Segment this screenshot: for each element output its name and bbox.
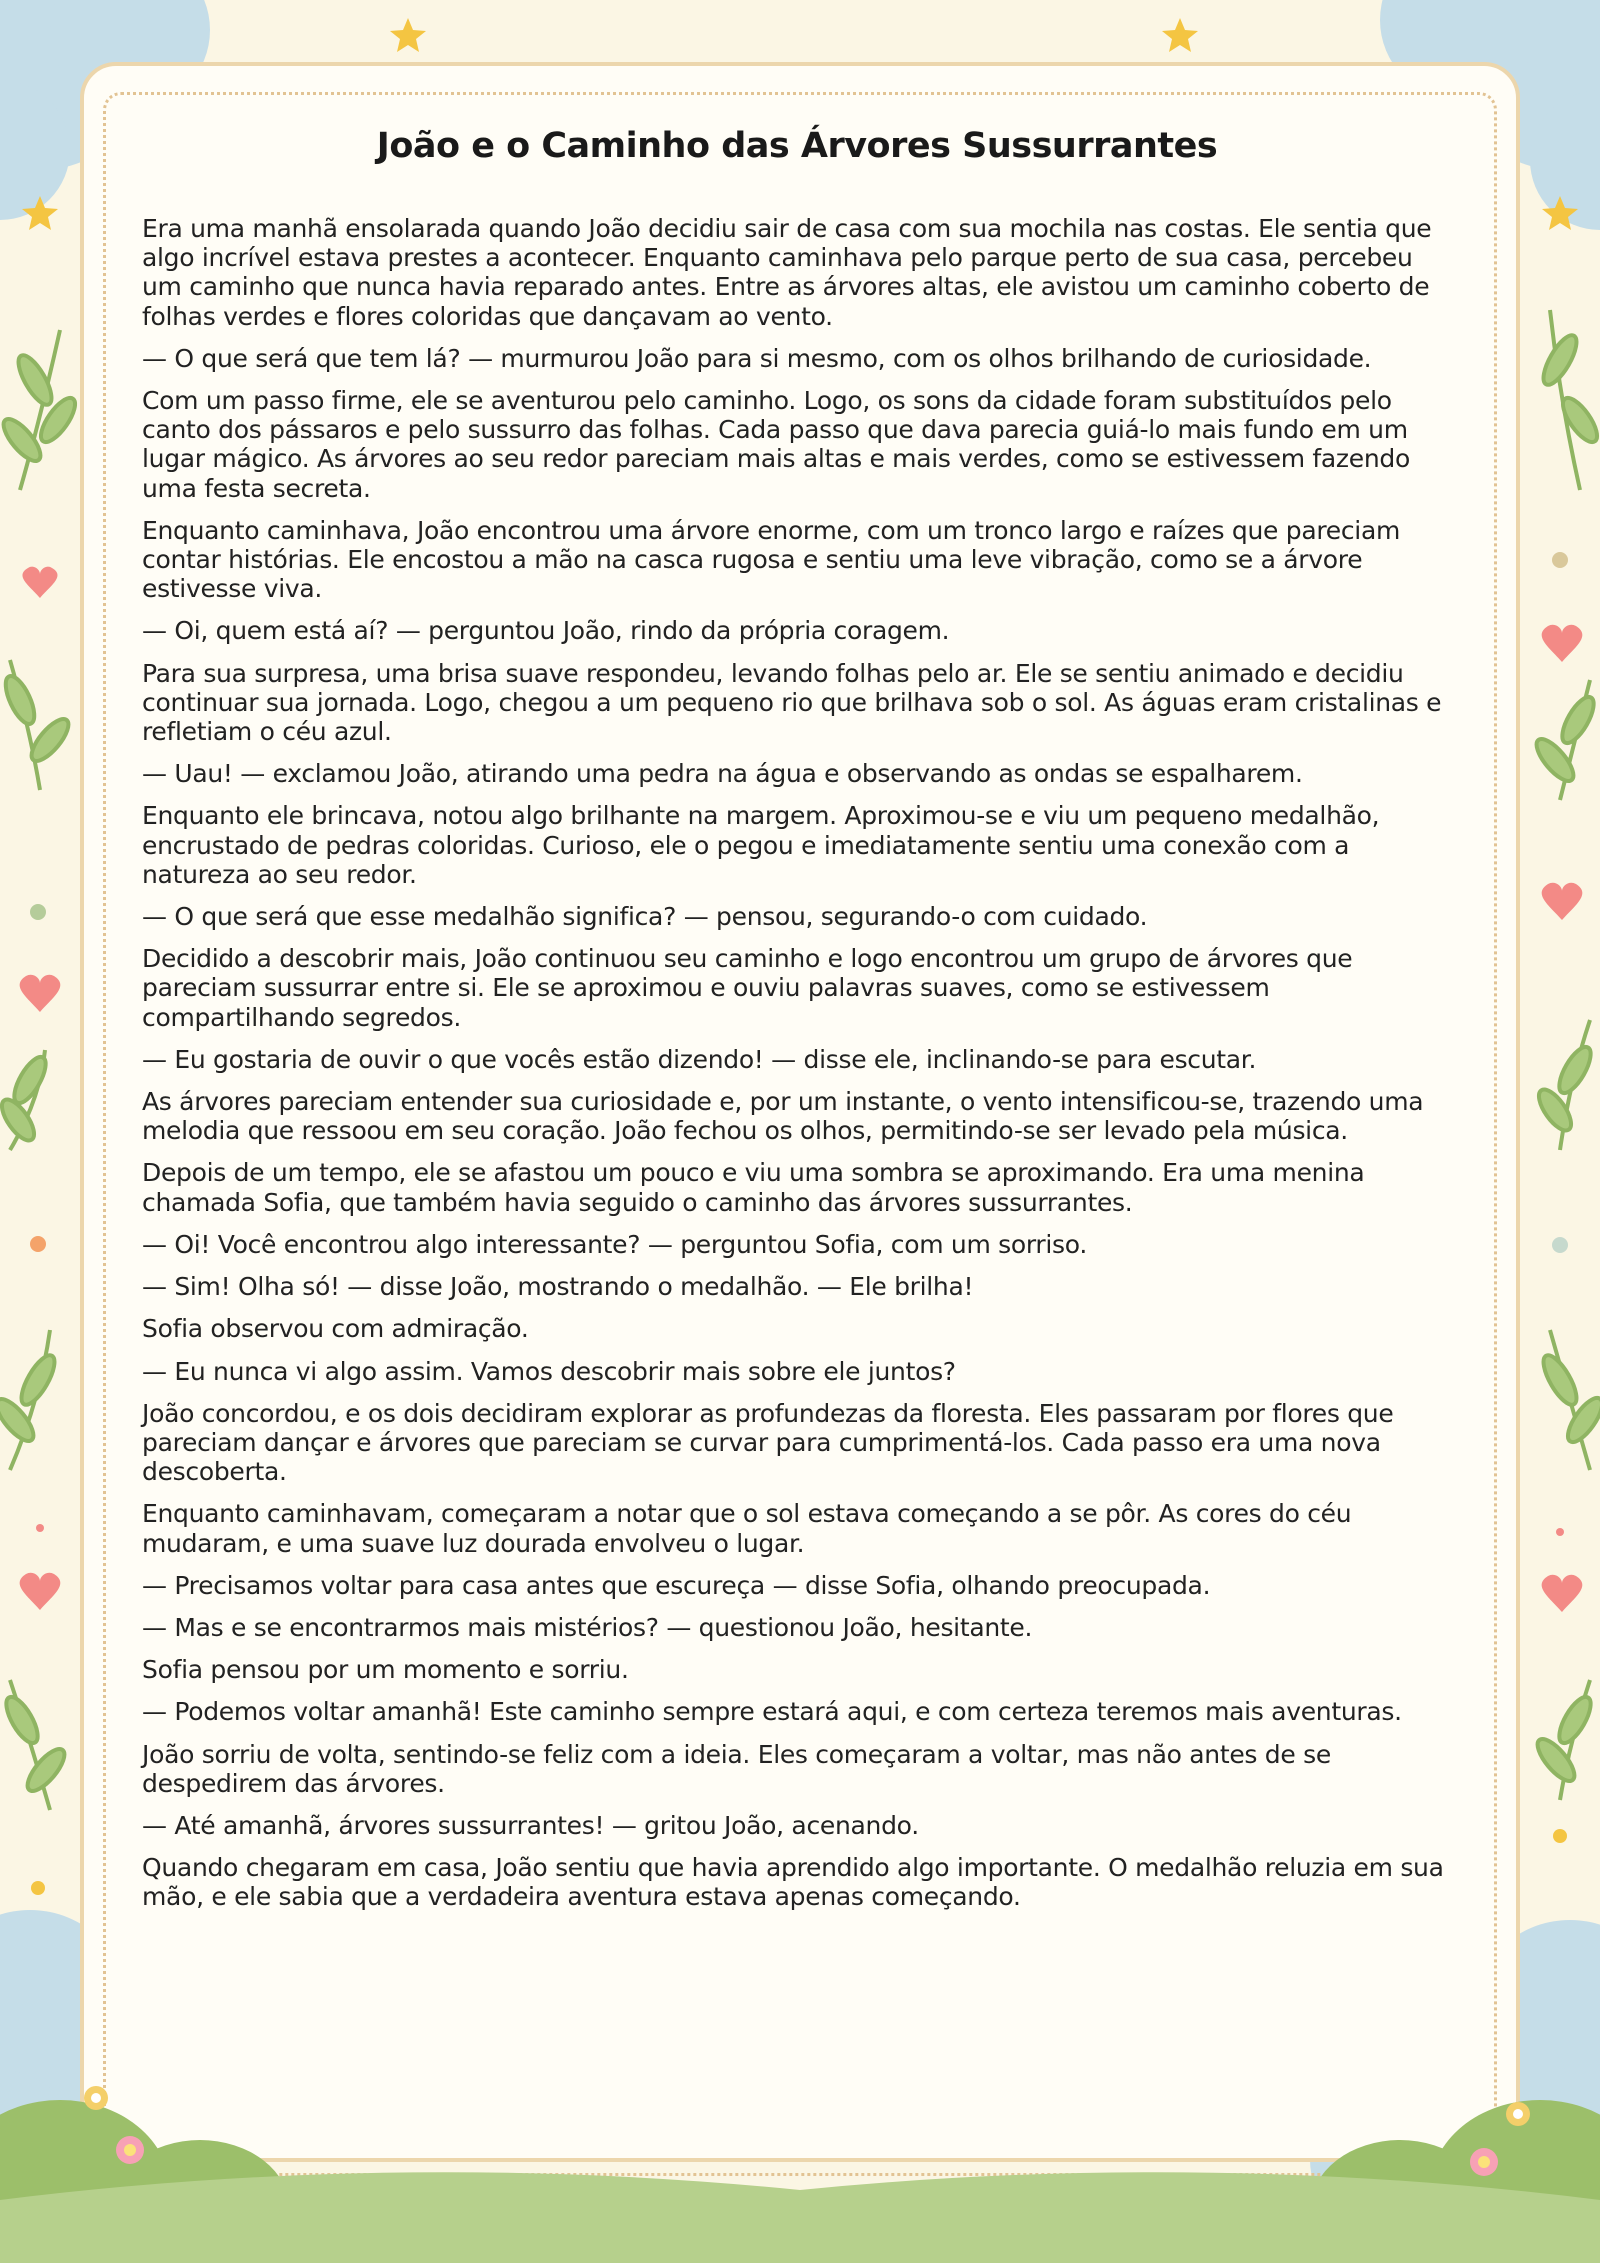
story-paragraph: Enquanto ele brincava, notou algo brilhante na margem. Aproximou-se e viu um pequeno medalhão, encrustado de pedras coloridas. Curioso, ele o pegou e imediatamente sentiu uma conexão com a natureza ao seu redor. <box>142 801 1380 889</box>
story-paragraph: — Até amanhã, árvores sussurrantes! — gritou João, acenando. <box>142 1810 919 1840</box>
flower-icon <box>1470 2148 1498 2176</box>
flower-icon <box>1506 2102 1530 2126</box>
story-paragraph: — Sim! Olha só! — disse João, mostrando o medalhão. — Ele brilha! <box>142 1272 974 1302</box>
flower-icon <box>84 2086 108 2110</box>
story-paragraph: — Oi! Você encontrou algo interessante? — perguntou Sofia, com um sorriso. <box>142 1229 1087 1259</box>
story-paragraph: Sofia observou com admiração. <box>142 1314 529 1344</box>
story-paragraph: — Mas e se encontrarmos mais mistérios? — questionou João, hesitante. <box>142 1612 1033 1642</box>
story-paragraph: Com um passo firme, ele se aventurou pelo caminho. Logo, os sons da cidade foram substituídos pelo canto dos pássaros e pelo sussurro das folhas. Cada passo que dava parecia guiá-lo mais fundo em um lugar mágico. As árvores ao seu redor pareciam mais altas e mais verdes, como se estivessem fazendo uma festa secreta. <box>142 386 1410 503</box>
story-paragraph: — Podemos voltar amanhã! Este caminho sempre estará aqui, e com certeza teremos mais aventuras. <box>142 1697 1402 1727</box>
story-paragraph: — O que será que esse medalhão significa? — pensou, segurando-o com cuidado. <box>142 902 1148 932</box>
story-content <box>142 126 1452 1925</box>
story-title: João e o Caminho das Árvores Sussurrantes <box>376 126 1218 166</box>
story-paragraph: João sorriu de volta, sentindo-se feliz com a ideia. Eles começaram a voltar, mas não antes de se despedirem das árvores. <box>142 1739 1331 1798</box>
story-paragraph: — Oi, quem está aí? — perguntou João, rindo da própria coragem. <box>142 616 950 646</box>
story-paragraph: — Uau! — exclamou João, atirando uma pedra na água e observando as ondas se espalharem. <box>142 759 1303 789</box>
story-paragraph: — Eu nunca vi algo assim. Vamos descobrir mais sobre ele juntos? <box>142 1356 956 1386</box>
story-body <box>142 214 1452 1912</box>
story-paragraph: Enquanto caminhavam, começaram a notar que o sol estava começando a se pôr. As cores do céu mudaram, e uma suave luz dourada envolveu o lugar. <box>142 1499 1352 1558</box>
story-paragraph: As árvores pareciam entender sua curiosidade e, por um instante, o vento intensificou-se, trazendo uma melodia que ressoou em seu coração. João fechou os olhos, permitindo-se ser levado pela música. <box>142 1087 1424 1146</box>
story-paragraph: Sofia pensou por um momento e sorriu. <box>142 1655 629 1685</box>
grass-ground <box>0 2172 1600 2263</box>
story-paragraph: Era uma manhã ensolarada quando João decidiu sair de casa com sua mochila nas costas. Ele sentia que algo incrível estava prestes a acontecer. Enquanto caminhava pelo parque perto de sua casa, percebeu um caminho que nunca havia reparado antes. Entre as árvores altas, ele avistou um caminho coberto de folhas verdes e flores coloridas que dançavam ao vento. <box>142 214 1432 331</box>
story-paragraph: João concordou, e os dois decidiram explorar as profundezas da floresta. Eles passaram por flores que pareciam dançar e árvores que pareciam se curvar para cumprimentá-los. Cada passo era uma nova descoberta. <box>142 1398 1394 1487</box>
story-paragraph: — O que será que tem lá? — murmurou João para si mesmo, com os olhos brilhando de curiosidade. <box>142 343 1372 373</box>
story-paragraph: Enquanto caminhava, João encontrou uma árvore enorme, com um tronco largo e raízes que pareciam contar histórias. Ele encostou a mão na casca rugosa e sentiu uma leve vibração, como se a árvore estivesse viva. <box>142 515 1401 604</box>
flower-icon <box>116 2136 144 2164</box>
story-paragraph: — Eu gostaria de ouvir o que vocês estão dizendo! — disse ele, inclinando-se para escutar. <box>142 1044 1257 1074</box>
story-paragraph: Decidido a descobrir mais, João continuou seu caminho e logo encontrou um grupo de árvores que pareciam sussurrar entre si. Ele se aproximou e ouviu palavras suaves, como se estivessem compartilhando segredos. <box>142 944 1353 1032</box>
story-paragraph: — Precisamos voltar para casa antes que escureça — disse Sofia, olhando preocupada. <box>142 1570 1211 1600</box>
story-paragraph: Quando chegaram em casa, João sentiu que havia aprendido algo importante. O medalhão reluzia em sua mão, e ele sabia que a verdadeira aventura estava apenas começando. <box>142 1853 1444 1912</box>
story-paragraph: Depois de um tempo, ele se afastou um pouco e viu uma sombra se aproximando. Era uma menina chamada Sofia, que também havia seguido o caminho das árvores sussurrantes. <box>142 1158 1365 1217</box>
story-paragraph: Para sua surpresa, uma brisa suave respondeu, levando folhas pelo ar. Ele se sentiu animado e decidiu continuar sua jornada. Logo, chegou a um pequeno rio que brilhava sob o sol. As águas eram cristalinas e refletiam o céu azul. <box>142 658 1442 747</box>
